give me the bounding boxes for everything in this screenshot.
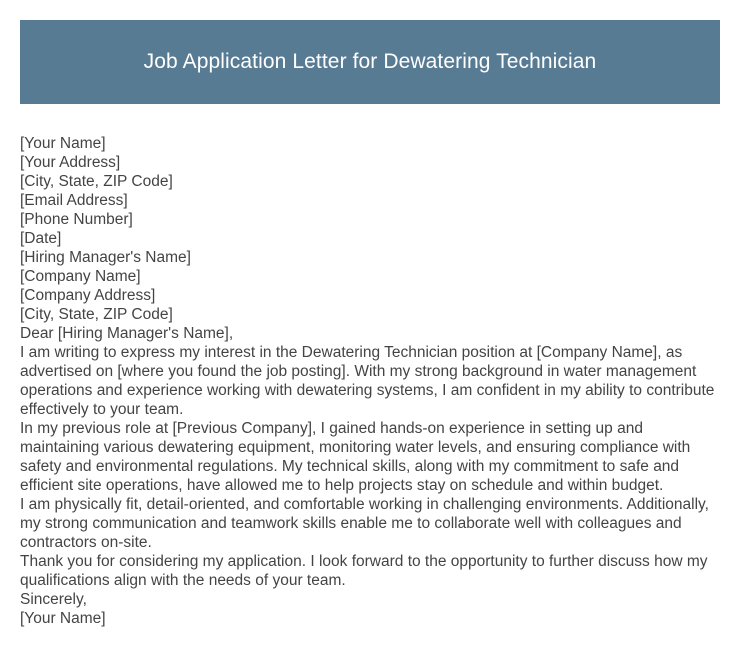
signature: [Your Name] [20, 610, 106, 627]
paragraph-qualities: I am physically fit, detail-oriented, and comfortable working in challenging environments. Additionally, my strong communication and teamwork skills enable me to collaborate well with colleagues and contractors on-site. [20, 496, 709, 551]
salutation: Dear [Hiring Manager's Name], [20, 325, 234, 342]
sender-name: [Your Name] [20, 135, 106, 152]
sender-city-state-zip: [City, State, ZIP Code] [20, 173, 173, 190]
recipient-city-state-zip: [City, State, ZIP Code] [20, 306, 173, 323]
page-title: Job Application Letter for Dewatering Technician [143, 50, 597, 73]
paragraph-experience: In my previous role at [Previous Company], I gained hands-on experience in setting up and maintaining various dewatering equipment, monitoring water levels, and ensuring compliance with safety and environmental regulations. My technical skills, along with my commitment to safe and efficient site operations, have allowed me to help projects stay on schedule and within budget. [20, 420, 691, 494]
recipient-company-address: [Company Address] [20, 287, 156, 304]
letter-body [20, 134, 726, 628]
sender-address: [Your Address] [20, 154, 121, 171]
closing: Sincerely, [20, 591, 87, 608]
recipient-company-name: [Company Name] [20, 268, 141, 285]
letter-date: [Date] [20, 230, 62, 247]
paragraph-interest: I am writing to express my interest in the Dewatering Technician position at [Company Name], as advertised on [where you found the job posting]. With my strong background in water management operations and experience working with dewatering systems, I am confident in my ability to contribute effectively to your team. [20, 344, 715, 418]
sender-email: [Email Address] [20, 192, 128, 209]
sender-phone: [Phone Number] [20, 211, 133, 228]
title-banner [20, 20, 720, 104]
recipient-hiring-manager: [Hiring Manager's Name] [20, 249, 191, 266]
paragraph-thanks: Thank you for considering my application. I look forward to the opportunity to further discuss how my qualifications align with the needs of your team. [20, 553, 708, 589]
